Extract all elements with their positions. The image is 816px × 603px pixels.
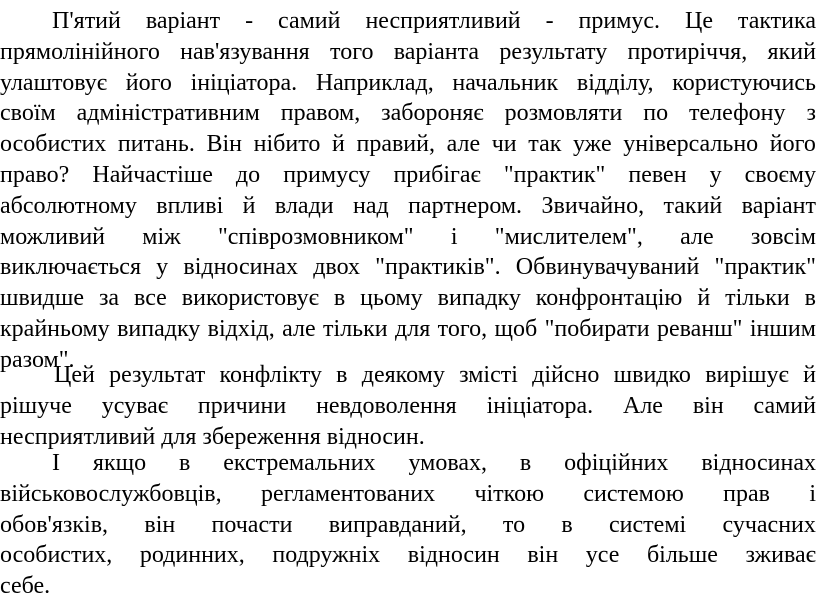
word: відхід,: [207, 316, 275, 342]
word: абсолютному: [0, 192, 137, 219]
word: уже: [573, 131, 612, 158]
word: Наприклад,: [315, 69, 434, 96]
text-line: [0, 316, 816, 346]
word: відносинах: [183, 254, 299, 281]
text-line: [0, 193, 816, 223]
word: Цей: [54, 362, 95, 388]
word: з: [806, 100, 816, 127]
word: реванш": [657, 316, 743, 342]
word: крайньому: [0, 316, 110, 342]
word: своїм: [0, 100, 56, 127]
word: тільки: [323, 316, 388, 342]
text-line-content: [0, 131, 816, 158]
word: але: [680, 223, 714, 250]
word: користуючись: [672, 69, 816, 96]
word: відділу,: [576, 69, 654, 96]
word: прибігає: [393, 162, 481, 188]
text-line-content: [0, 100, 816, 127]
word: який: [767, 38, 816, 65]
word: в: [333, 285, 346, 312]
text-line: [0, 224, 816, 254]
word: правом,: [280, 100, 361, 127]
word: впливі: [156, 192, 224, 219]
text-line: [0, 393, 816, 423]
word: усуває: [101, 392, 169, 419]
word: варіанта: [393, 38, 480, 65]
word: адміністративним: [76, 100, 260, 127]
word: "практик": [714, 254, 816, 281]
word: регламентованих: [260, 480, 436, 507]
word: його: [769, 131, 816, 158]
word: результат: [109, 362, 206, 388]
word: в: [179, 450, 191, 476]
word: подружніх: [272, 542, 381, 569]
word: розмовляти: [504, 100, 623, 127]
word: "мислителем",: [494, 223, 643, 250]
word: для: [395, 316, 431, 342]
word: І: [52, 450, 60, 476]
word: Він: [206, 131, 242, 158]
word: несприятливий: [365, 8, 521, 34]
word: Але: [622, 392, 663, 419]
word: улаштовує: [0, 69, 108, 96]
word: змісті: [459, 362, 518, 388]
word: в: [804, 285, 816, 312]
word: того: [330, 38, 374, 65]
word: телефону: [689, 100, 786, 127]
word: його: [125, 69, 172, 96]
text-line: [0, 162, 816, 192]
word: універсально: [623, 131, 759, 158]
word: примус.: [578, 8, 661, 34]
word: чіткою: [474, 480, 545, 507]
word: Обвинувачуваний: [515, 254, 700, 281]
word: тільки: [725, 285, 790, 312]
text-line: [0, 131, 816, 161]
word: усе: [585, 542, 620, 569]
word: родинних,: [139, 542, 245, 569]
word: якщо: [92, 450, 147, 476]
text-line-content: [0, 316, 816, 343]
word: варіант: [145, 8, 221, 34]
word: прямолінійного: [0, 38, 160, 65]
word: нібито: [253, 131, 321, 158]
text-line: [54, 362, 816, 392]
word: ініціатора.: [190, 69, 298, 96]
word: влади: [274, 192, 334, 219]
text-line: [0, 573, 816, 603]
word: можливий: [0, 223, 106, 250]
word: по: [643, 100, 669, 127]
word: виправданий,: [328, 511, 467, 538]
text-line-content: разом".: [0, 346, 75, 373]
text-line-content: [0, 481, 816, 508]
word: причини: [197, 392, 287, 419]
text-line-content: [0, 162, 816, 189]
text-line: [0, 70, 816, 100]
word: системі: [609, 511, 687, 538]
word: офіційних: [564, 450, 669, 476]
word: -: [245, 8, 254, 34]
text-line-content: [0, 39, 816, 66]
text-line-content: [0, 393, 816, 420]
word: у: [709, 162, 722, 188]
text-line-content: себе.: [0, 573, 51, 600]
word: більше: [646, 542, 718, 569]
text-line: [0, 254, 816, 284]
word: чи: [491, 131, 517, 158]
text-line-content: несприятливий для збереження відносин.: [0, 423, 425, 450]
word: питань.: [117, 131, 195, 158]
word: але: [446, 131, 481, 158]
word: нав'язування: [180, 38, 310, 65]
word: "практик": [503, 162, 606, 188]
word: системою: [583, 480, 684, 507]
word: право?: [0, 162, 70, 188]
word: начальник: [452, 69, 559, 96]
word: своєму: [744, 162, 816, 188]
word: конфронтацію: [535, 285, 683, 312]
word: того,: [437, 316, 488, 342]
word: між: [142, 223, 181, 250]
word: тактика: [737, 8, 816, 34]
word: все: [134, 285, 167, 312]
word: й: [332, 131, 345, 158]
word: швидко: [613, 362, 691, 388]
word: за: [98, 285, 120, 312]
word: випадку: [437, 285, 521, 312]
word: особистих,: [0, 542, 113, 569]
word: двох: [313, 254, 360, 281]
word: "побирати: [544, 316, 650, 342]
word: в: [561, 511, 573, 538]
text-line-content: [0, 512, 816, 539]
word: Найчастіше: [92, 162, 213, 188]
word: "співрозмовником": [217, 223, 414, 250]
word: обов'язків,: [0, 511, 109, 538]
word: "практиків".: [375, 254, 501, 281]
text-line: [0, 512, 816, 542]
word: дійсно: [532, 362, 600, 388]
word: він: [527, 542, 559, 569]
word: зовсім: [750, 223, 816, 250]
word: виключається: [0, 254, 141, 281]
word: самий: [753, 392, 816, 419]
word: невдоволення: [316, 392, 457, 419]
text-line-content: [0, 224, 816, 251]
word: почасти: [211, 511, 293, 538]
text-line: [0, 100, 816, 130]
text-line: [0, 542, 816, 572]
word: особистих: [0, 131, 107, 158]
text-line-content: [52, 450, 816, 477]
word: зживає: [745, 542, 816, 569]
word: Звичайно,: [541, 192, 645, 219]
word: варіант: [741, 192, 816, 219]
word: такий: [663, 192, 723, 219]
word: Це: [684, 8, 713, 34]
text-line-content: [54, 362, 816, 389]
word: і: [450, 223, 458, 250]
text-line-content: [0, 285, 816, 312]
word: партнером.: [408, 192, 523, 219]
word: до: [235, 162, 261, 188]
word: в: [336, 362, 348, 388]
word: протиріччя,: [627, 38, 748, 65]
text-line-content: [52, 8, 816, 35]
word: рішуче: [0, 392, 72, 419]
word: але: [282, 316, 316, 342]
word: П'ятий: [52, 8, 121, 34]
word: конфлікту: [219, 362, 322, 388]
text-line: [52, 8, 816, 38]
word: й: [697, 285, 711, 312]
word: сучасних: [722, 511, 816, 538]
word: так: [528, 131, 562, 158]
word: використовує: [181, 285, 319, 312]
word: у: [156, 254, 169, 281]
text-line-content: [0, 542, 816, 569]
text-line: [0, 285, 816, 315]
text-line: [0, 481, 816, 511]
word: відносинах: [701, 450, 816, 476]
word: щоб: [494, 316, 538, 342]
word: випадку: [117, 316, 201, 342]
word: самий: [278, 8, 341, 34]
word: відносин: [407, 542, 500, 569]
word: в: [519, 450, 532, 476]
word: то: [502, 511, 526, 538]
text-line-content: [0, 70, 816, 97]
word: результату: [499, 38, 608, 65]
word: швидше: [0, 285, 84, 312]
word: правий,: [356, 131, 435, 158]
word: екстремальних: [223, 450, 376, 476]
word: вирішує: [705, 362, 789, 388]
word: іншим: [749, 316, 816, 342]
word: примусу: [283, 162, 371, 188]
word: певен: [628, 162, 687, 188]
word: умовах,: [408, 450, 487, 476]
word: деякому: [361, 362, 445, 388]
text-line: [52, 450, 816, 480]
word: і: [809, 480, 816, 507]
word: й: [803, 362, 816, 388]
word: ініціатора.: [486, 392, 594, 419]
word: прав: [723, 480, 770, 507]
word: -: [545, 8, 554, 34]
word: цьому: [360, 285, 423, 312]
word: й: [242, 192, 256, 219]
text-line-content: [0, 193, 816, 220]
text-line: [0, 39, 816, 69]
word: він: [692, 392, 724, 419]
word: він: [144, 511, 176, 538]
word: забороняє: [381, 100, 484, 127]
word: над: [353, 192, 389, 219]
text-line-content: [0, 254, 816, 281]
word: військовослужбовців,: [0, 480, 222, 507]
